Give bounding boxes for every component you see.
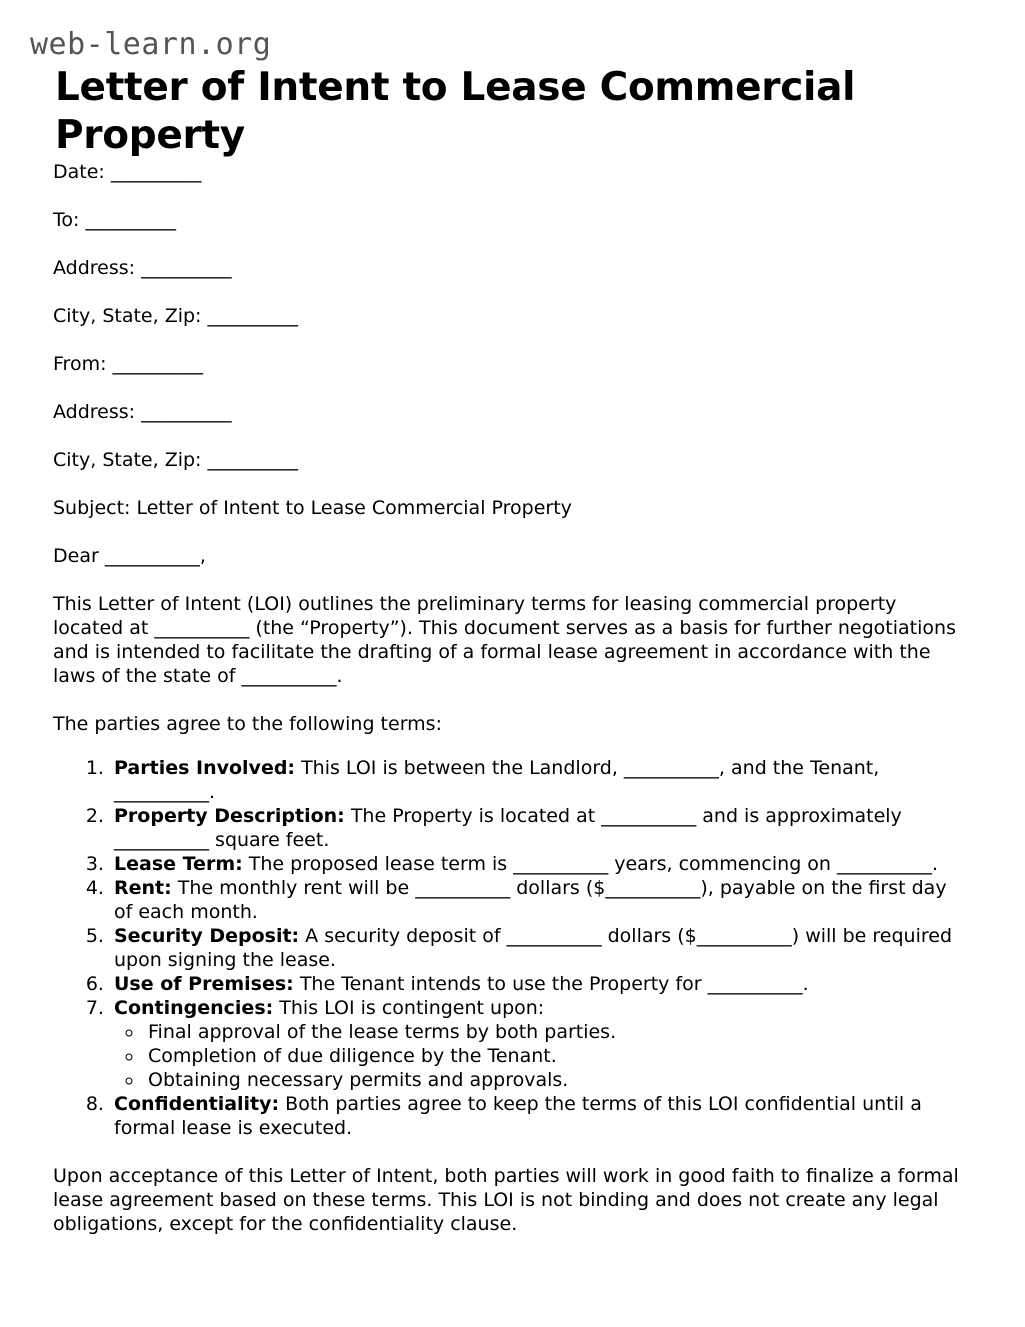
term-heading: Parties Involved:	[114, 757, 296, 779]
terms-lead-in: The parties agree to the following terms:	[53, 713, 442, 735]
field-from	[53, 352, 970, 376]
contingencies-sublist	[114, 1020, 970, 1092]
term-heading: Rent:	[114, 877, 172, 899]
list-item	[110, 972, 970, 996]
field-date	[53, 160, 970, 184]
field-label: From:	[53, 353, 107, 375]
list-item	[110, 804, 970, 852]
list-item	[110, 756, 970, 804]
field-blank: __________	[207, 449, 298, 471]
terms-list	[53, 756, 970, 1140]
list-item	[110, 996, 970, 1092]
list-item: ◦ Completion of due diligence by the Tenant.	[144, 1044, 970, 1068]
list-item	[110, 852, 970, 876]
term-heading: Use of Premises:	[114, 973, 294, 995]
term-body: This LOI is between the Landlord, __________, and the Tenant, __________.	[114, 757, 880, 803]
field-address-from	[53, 400, 970, 424]
term-body: The Property is located at __________ and is approximately __________ square feet.	[114, 805, 902, 851]
field-label: City, State, Zip:	[53, 305, 202, 327]
field-label: City, State, Zip:	[53, 449, 202, 471]
intro-paragraph: This Letter of Intent (LOI) outlines the preliminary terms for leasing commercial property located at __________ (the “Property”). This document serves as a basis for further negotiations and is intended to facilitate the drafting of a formal lease agreement in accordance with the laws of the state of __________.	[53, 593, 956, 687]
list-item: ◦ Obtaining necessary permits and approvals.	[144, 1068, 970, 1092]
field-label: Address:	[53, 401, 136, 423]
term-body: The monthly rent will be __________ dollars ($__________), payable on the first day of each month.	[114, 877, 947, 923]
term-heading: Confidentiality:	[114, 1093, 280, 1115]
list-item	[110, 876, 970, 924]
field-blank: __________	[207, 305, 298, 327]
field-to	[53, 208, 970, 232]
site-watermark: web-learn.org	[30, 27, 272, 62]
term-heading: Contingencies:	[114, 997, 274, 1019]
closing-paragraph: Upon acceptance of this Letter of Intent, both parties will work in good faith to finalize a formal lease agreement based on these terms. This LOI is not binding and does not create any legal obligations, except for the confidentiality clause.	[53, 1165, 959, 1235]
term-body: The Tenant intends to use the Property for __________.	[293, 973, 809, 995]
page-title: Letter of Intent to Lease Commercial Property	[55, 65, 856, 158]
list-item: ◦ Final approval of the lease terms by both parties.	[144, 1020, 970, 1044]
term-heading: Property Description:	[114, 805, 345, 827]
subject-line: Subject: Letter of Intent to Lease Commercial Property	[53, 497, 572, 519]
term-body: This LOI is contingent upon:	[273, 997, 545, 1019]
list-item	[110, 1092, 970, 1140]
salutation: Dear __________,	[53, 545, 206, 567]
field-blank: __________	[110, 161, 201, 183]
document-body	[0, 160, 1025, 1236]
field-blank: __________	[112, 353, 203, 375]
term-body: The proposed lease term is __________ years, commencing on __________.	[242, 853, 939, 875]
field-address-to	[53, 256, 970, 280]
field-blank: __________	[85, 209, 176, 231]
field-blank: __________	[141, 257, 232, 279]
term-heading: Lease Term:	[114, 853, 243, 875]
term-body: A security deposit of __________ dollars ($__________) will be required upon signing the lease.	[114, 925, 953, 971]
field-label: Date:	[53, 161, 105, 183]
recipient-fields	[53, 160, 970, 472]
list-item	[110, 924, 970, 972]
field-label: Address:	[53, 257, 136, 279]
term-body: Both parties agree to keep the terms of this LOI confidential until a formal lease is executed.	[114, 1093, 922, 1139]
field-blank: __________	[141, 401, 232, 423]
term-heading: Security Deposit:	[114, 925, 300, 947]
field-label: To:	[53, 209, 80, 231]
closing-section	[53, 1164, 970, 1236]
field-city-state-zip-from	[53, 448, 970, 472]
field-city-state-zip-to	[53, 304, 970, 328]
